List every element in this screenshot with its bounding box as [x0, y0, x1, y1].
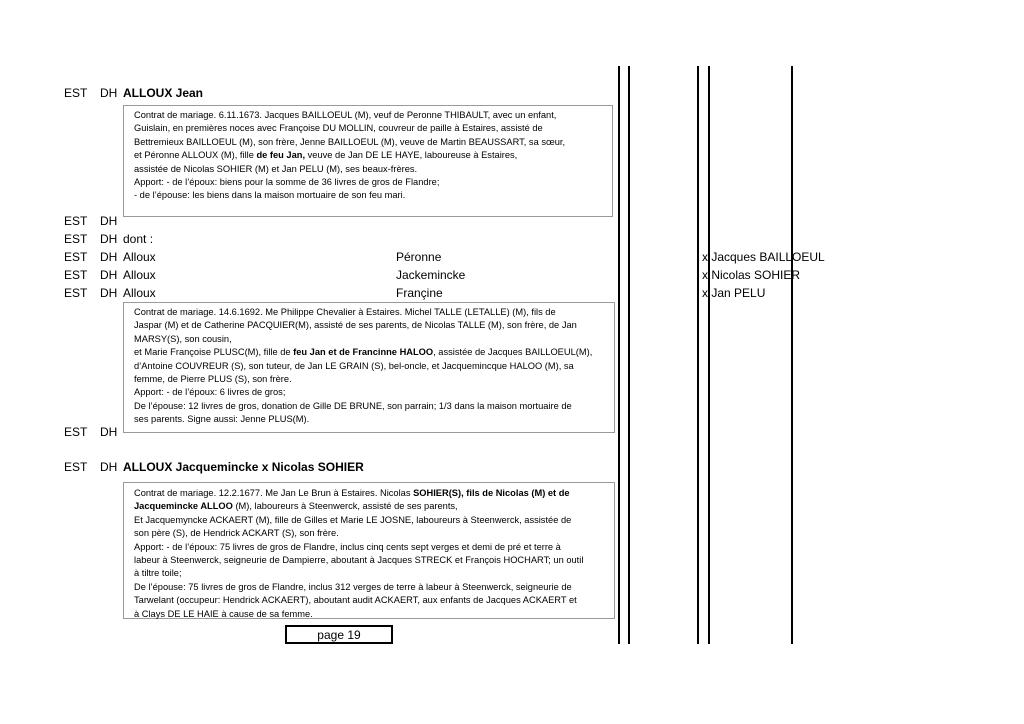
- contract-line: Et Jacquemyncke ACKAERT (M), fille de Gilles et Marie LE JOSNE, laboureurs à Steenwerck, assistée de: [134, 514, 572, 525]
- dh-label: DH: [100, 268, 118, 282]
- contract-line: femme, de Pierre PLUS (S), son frère.: [134, 374, 292, 385]
- column-rule-5: [791, 66, 793, 644]
- est-label: EST: [64, 250, 88, 264]
- spouse: x Nicolas SOHIER: [702, 268, 801, 282]
- contract-line: Contrat de mariage. 12.2.1677. Me Jan Le Brun à Estaires. Nicolas SOHIER(S), fils de Nicolas (M) et de: [134, 488, 570, 498]
- contract-line: Apport: - de l’époux: 6 livres de gros;: [134, 387, 286, 398]
- surname: Alloux: [123, 250, 156, 264]
- est-label: EST: [64, 286, 88, 300]
- column-rule-4: [708, 66, 710, 644]
- column-rule-3: [697, 66, 699, 644]
- surname: Alloux: [123, 268, 156, 282]
- dh-label: DH: [100, 460, 118, 474]
- est-label: EST: [64, 86, 88, 100]
- dh-label: DH: [100, 214, 118, 228]
- contract-line: Jaspar (M) et de Catherine PACQUIER(M), assisté de ses parents, de Nicolas TALLE (M), son frère, de Jan: [134, 320, 577, 331]
- est-label: EST: [64, 460, 88, 474]
- column-rule-1: [618, 66, 620, 644]
- surname: Alloux: [123, 286, 156, 300]
- column-rule-2: [628, 66, 630, 644]
- contract-line: Contrat de mariage. 6.11.1673. Jacques BAILLOEUL (M), veuf de Peronne THIBAULT, avec un enfant,: [134, 110, 557, 120]
- dh-label: DH: [100, 232, 118, 246]
- contract-line: et Marie Françoise PLUSC(M), fille de feu Jan et de Francinne HALOO, assistée de Jacques BAILLOEUL(M),: [134, 347, 593, 358]
- children-label: dont :: [123, 232, 154, 246]
- est-label: EST: [64, 268, 88, 282]
- est-label: EST: [64, 232, 88, 246]
- dh-label: DH: [100, 286, 118, 300]
- contract-line: - de l’épouse: les biens dans la maison mortuaire de son feu mari.: [134, 190, 406, 201]
- contract-line: MARSY(S), son cousin,: [134, 333, 232, 344]
- marriage-contract-box: [123, 482, 615, 619]
- dh-label: DH: [100, 425, 118, 439]
- spouse: x Jan PELU: [702, 286, 766, 300]
- est-label: EST: [64, 214, 88, 228]
- contract-line: De l’épouse: 75 livres de gros de Flandre, inclus 312 verges de terre à labeur à Steenwerck, seigneurie de: [134, 581, 572, 592]
- contract-line: assistée de Nicolas SOHIER (M) et Jan PELU (M), ses beaux-frères.: [134, 163, 418, 174]
- contract-line: Tarwelant (occupeur: Hendrick ACKAERT), aboutant audit ACKAERT, aux enfants de Jacques ACKAERT et: [134, 595, 577, 606]
- marriage-contract-box: [123, 105, 613, 217]
- contract-line: Guislain, en premières noces avec Françoise DU MOLLIN, couvreur de paille à Estaires, assisté de: [134, 123, 543, 134]
- contract-line: ses parents. Signe aussi: Jenne PLUS(M).: [134, 414, 310, 425]
- page-number: page 19: [285, 625, 393, 644]
- contract-line: Bettremieux BAILLOEUL (M), son frère, Jenne BAILLOEUL (M), veuve de Martin BEAUSSART, sa sœur,: [134, 136, 566, 147]
- contract-line: à tiltre toile;: [134, 568, 182, 579]
- contract-line: à Clays DE LE HAIE à cause de sa femme.: [134, 608, 313, 619]
- contract-line: labeur à Steenwerck, seigneurie de Dampierre, aboutant à Jacques STRECK et François HOCHART; un outil: [134, 555, 584, 566]
- first-name: Péronne: [396, 250, 442, 264]
- est-label: EST: [64, 425, 88, 439]
- contract-line: Apport: - de l’époux: 75 livres de gros de Flandre, inclus cinq cents sept verges et demi de pré et terre à: [134, 541, 561, 552]
- contract-line: Contrat de mariage. 14.6.1692. Me Philippe Chevalier à Estaires. Michel TALLE (LETALLE) (M), fils de: [134, 307, 556, 317]
- first-name: Françine: [396, 286, 443, 300]
- entry-title: ALLOUX Jacquemincke x Nicolas SOHIER: [123, 460, 364, 474]
- dh-label: DH: [100, 250, 118, 264]
- contract-line: d’Antoine COUVREUR (S), son tuteur, de Jan LE GRAIN (S), bel-oncle, et Jacquemincque HALOO (M), sa: [134, 360, 574, 371]
- first-name: Jackemincke: [396, 268, 466, 282]
- contract-line: Apport: - de l’époux: biens pour la somme de 36 livres de gros de Flandre;: [134, 177, 440, 188]
- contract-line: Jacquemincke ALLOO (M), laboureurs à Steenwerck, assisté de ses parents,: [134, 501, 458, 512]
- entry-title: ALLOUX Jean: [123, 86, 204, 100]
- contract-line: son père (S), de Hendrick ACKART (S), son frère.: [134, 528, 339, 539]
- contract-line: et Péronne ALLOUX (M), fille de feu Jan, veuve de Jan DE LE HAYE, laboureuse à Estaires,: [134, 150, 518, 161]
- marriage-contract-box: [123, 302, 615, 433]
- contract-line: De l’épouse: 12 livres de gros, donation de Gille DE BRUNE, son parrain; 1/3 dans la maison mortuaire de: [134, 400, 572, 411]
- dh-label: DH: [100, 86, 118, 100]
- spouse: x Jacques BAILLOEUL: [702, 250, 825, 264]
